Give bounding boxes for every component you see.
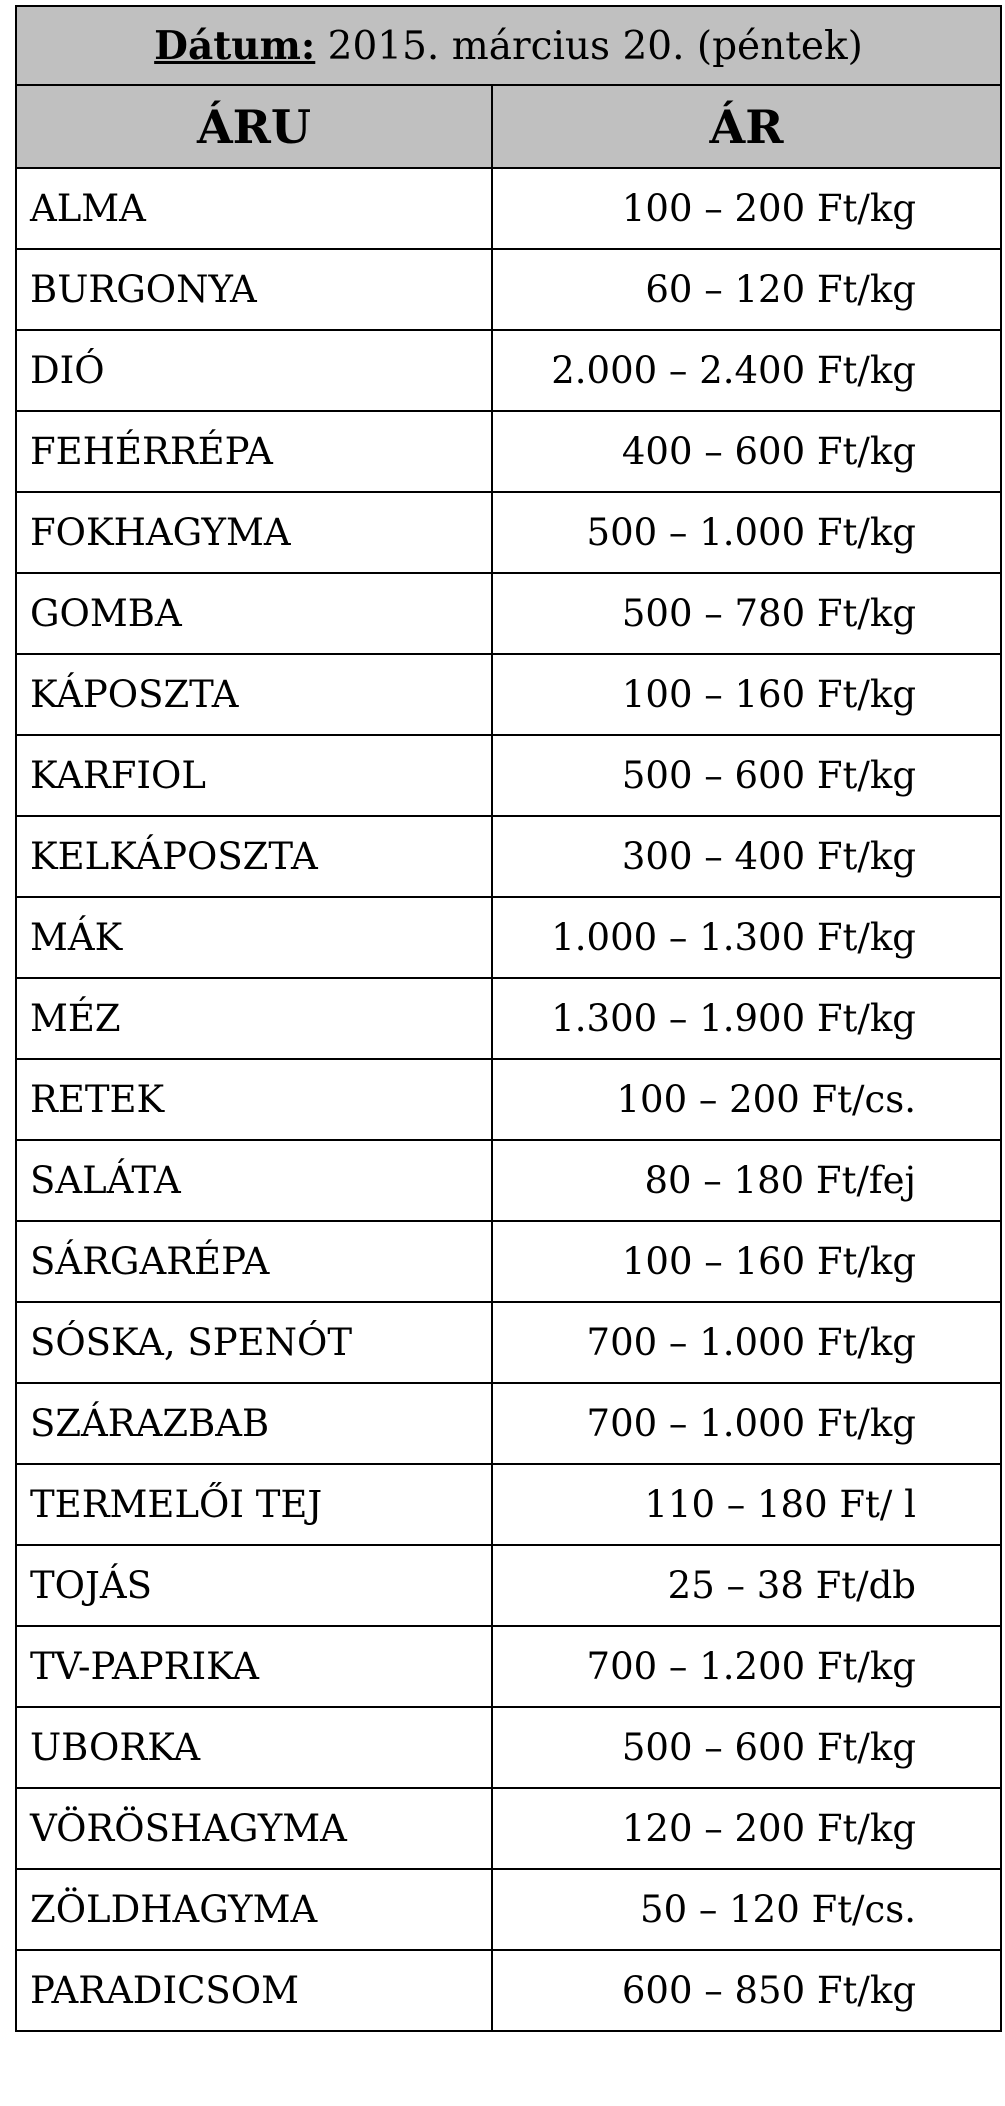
table-row bbox=[16, 1383, 1001, 1464]
item-cell: TERMELŐI TEJ bbox=[16, 1464, 492, 1545]
table-row bbox=[16, 168, 1001, 249]
item-cell: TOJÁS bbox=[16, 1545, 492, 1626]
table-row bbox=[16, 1950, 1001, 2031]
price-cell: 700 – 1.000 Ft/kg bbox=[492, 1302, 1001, 1383]
price-cell: 100 – 160 Ft/kg bbox=[492, 654, 1001, 735]
item-cell: BURGONYA bbox=[16, 249, 492, 330]
item-cell: KELKÁPOSZTA bbox=[16, 816, 492, 897]
date-value: 2015. március 20. (péntek) bbox=[315, 23, 863, 69]
price-cell: 1.300 – 1.900 Ft/kg bbox=[492, 978, 1001, 1059]
price-cell: 110 – 180 Ft/ l bbox=[492, 1464, 1001, 1545]
price-cell: 50 – 120 Ft/cs. bbox=[492, 1869, 1001, 1950]
table-row bbox=[16, 816, 1001, 897]
item-cell: SÓSKA, SPENÓT bbox=[16, 1302, 492, 1383]
item-cell: VÖRÖSHAGYMA bbox=[16, 1788, 492, 1869]
price-cell: 100 – 200 Ft/cs. bbox=[492, 1059, 1001, 1140]
item-cell: PARADICSOM bbox=[16, 1950, 492, 2031]
table-row bbox=[16, 735, 1001, 816]
table-row bbox=[16, 1059, 1001, 1140]
table-row bbox=[16, 1626, 1001, 1707]
item-cell: KÁPOSZTA bbox=[16, 654, 492, 735]
price-cell: 2.000 – 2.400 Ft/kg bbox=[492, 330, 1001, 411]
item-cell: SZÁRAZBAB bbox=[16, 1383, 492, 1464]
table-row bbox=[16, 492, 1001, 573]
column-header-price: ÁR bbox=[492, 85, 1001, 168]
item-cell: SALÁTA bbox=[16, 1140, 492, 1221]
table-row bbox=[16, 654, 1001, 735]
item-cell: MÁK bbox=[16, 897, 492, 978]
date-label: Dátum: bbox=[154, 22, 316, 69]
table-row bbox=[16, 1221, 1001, 1302]
table-row bbox=[16, 1545, 1001, 1626]
table-row bbox=[16, 897, 1001, 978]
table-row bbox=[16, 249, 1001, 330]
item-cell: FEHÉRRÉPA bbox=[16, 411, 492, 492]
table-row bbox=[16, 1464, 1001, 1545]
table-row bbox=[16, 1302, 1001, 1383]
price-cell: 700 – 1.000 Ft/kg bbox=[492, 1383, 1001, 1464]
table-row bbox=[16, 1707, 1001, 1788]
table-row bbox=[16, 330, 1001, 411]
item-cell: DIÓ bbox=[16, 330, 492, 411]
price-cell: 300 – 400 Ft/kg bbox=[492, 816, 1001, 897]
table-row bbox=[16, 1869, 1001, 1950]
item-cell: ZÖLDHAGYMA bbox=[16, 1869, 492, 1950]
column-header-item: ÁRU bbox=[16, 85, 492, 168]
price-cell: 25 – 38 Ft/db bbox=[492, 1545, 1001, 1626]
price-table bbox=[15, 5, 1002, 2032]
table-row bbox=[16, 978, 1001, 1059]
table-row bbox=[16, 573, 1001, 654]
price-cell: 400 – 600 Ft/kg bbox=[492, 411, 1001, 492]
price-cell: 100 – 160 Ft/kg bbox=[492, 1221, 1001, 1302]
item-cell: UBORKA bbox=[16, 1707, 492, 1788]
table-row bbox=[16, 1140, 1001, 1221]
item-cell: FOKHAGYMA bbox=[16, 492, 492, 573]
date-cell bbox=[16, 6, 1001, 85]
price-table-body bbox=[16, 6, 1001, 2031]
price-cell: 60 – 120 Ft/kg bbox=[492, 249, 1001, 330]
item-cell: RETEK bbox=[16, 1059, 492, 1140]
column-header-row bbox=[16, 85, 1001, 168]
item-cell: TV-PAPRIKA bbox=[16, 1626, 492, 1707]
table-row bbox=[16, 1788, 1001, 1869]
price-cell: 500 – 600 Ft/kg bbox=[492, 1707, 1001, 1788]
item-cell: MÉZ bbox=[16, 978, 492, 1059]
price-cell: 500 – 600 Ft/kg bbox=[492, 735, 1001, 816]
price-cell: 700 – 1.200 Ft/kg bbox=[492, 1626, 1001, 1707]
price-cell: 500 – 780 Ft/kg bbox=[492, 573, 1001, 654]
price-cell: 500 – 1.000 Ft/kg bbox=[492, 492, 1001, 573]
item-cell: ALMA bbox=[16, 168, 492, 249]
date-row bbox=[16, 6, 1001, 85]
item-cell: SÁRGARÉPA bbox=[16, 1221, 492, 1302]
price-cell: 100 – 200 Ft/kg bbox=[492, 168, 1001, 249]
price-cell: 600 – 850 Ft/kg bbox=[492, 1950, 1001, 2031]
table-row bbox=[16, 411, 1001, 492]
price-cell: 120 – 200 Ft/kg bbox=[492, 1788, 1001, 1869]
price-cell: 1.000 – 1.300 Ft/kg bbox=[492, 897, 1001, 978]
item-cell: GOMBA bbox=[16, 573, 492, 654]
price-cell: 80 – 180 Ft/fej bbox=[492, 1140, 1001, 1221]
item-cell: KARFIOL bbox=[16, 735, 492, 816]
